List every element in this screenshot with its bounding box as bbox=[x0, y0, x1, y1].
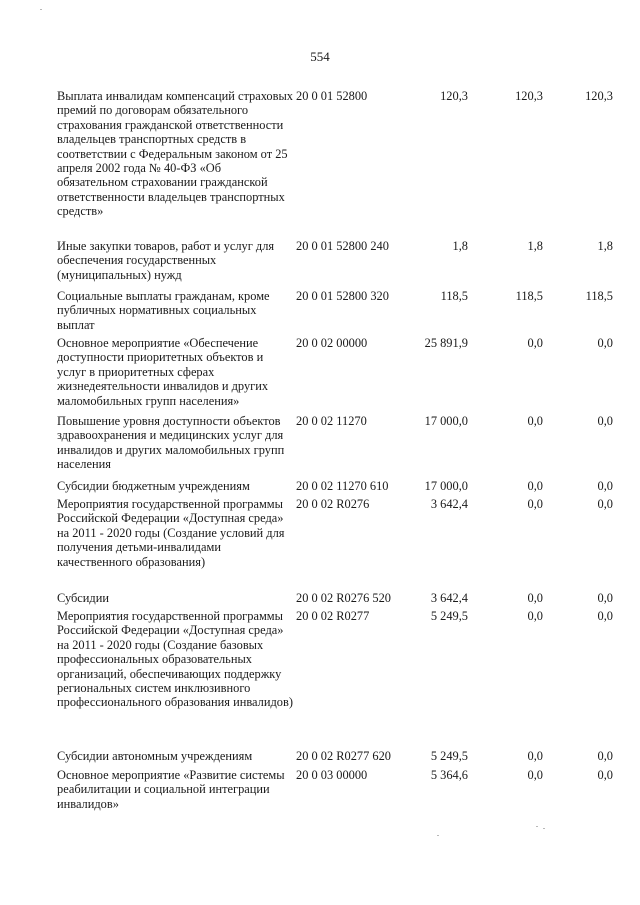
row-code: 20 0 01 52800 bbox=[296, 89, 368, 103]
row-value-3: 0,0 bbox=[597, 497, 613, 511]
row-value-2: 1,8 bbox=[527, 239, 543, 253]
row-value-3: 0,0 bbox=[597, 479, 613, 493]
row-value-2: 0,0 bbox=[527, 336, 543, 350]
row-value-3: 0,0 bbox=[597, 609, 613, 623]
row-value-2: 0,0 bbox=[527, 479, 543, 493]
row-value-1: 5 249,5 bbox=[430, 749, 468, 763]
row-code: 20 0 01 52800 240 bbox=[296, 239, 389, 253]
row-name: Мероприятия государственной программы Российской Федерации «Доступная среда» на 2011 - 2020 годы (Создание условий для получения детьми-инвалидами качественного образования) bbox=[57, 497, 285, 569]
row-value-3: 0,0 bbox=[597, 591, 613, 605]
row-code: 20 0 01 52800 320 bbox=[296, 289, 389, 303]
row-value-2: 0,0 bbox=[527, 591, 543, 605]
row-value-1: 1,8 bbox=[452, 239, 468, 253]
row-value-1: 25 891,9 bbox=[424, 336, 468, 350]
table-row bbox=[0, 497, 640, 591]
row-value-1: 17 000,0 bbox=[424, 414, 468, 428]
table-row bbox=[0, 749, 640, 768]
row-value-1: 5 249,5 bbox=[430, 609, 468, 623]
table-row bbox=[0, 768, 640, 818]
row-value-3: 0,0 bbox=[597, 749, 613, 763]
row-name: Субсидии бюджетным учреждениям bbox=[57, 479, 250, 493]
row-code: 20 0 02 11270 bbox=[296, 414, 367, 428]
scan-speck bbox=[40, 9, 42, 10]
row-value-1: 120,3 bbox=[440, 89, 468, 103]
row-value-1: 118,5 bbox=[440, 289, 468, 303]
row-value-2: 0,0 bbox=[527, 609, 543, 623]
row-code: 20 0 02 R0276 520 bbox=[296, 591, 391, 605]
row-code: 20 0 02 11270 610 bbox=[296, 479, 389, 493]
row-value-2: 0,0 bbox=[527, 768, 543, 782]
table-row bbox=[0, 289, 640, 336]
row-name: Социальные выплаты гражданам, кроме публичных нормативных социальных выплат bbox=[57, 289, 270, 332]
table-row bbox=[0, 414, 640, 479]
row-name: Субсидии bbox=[57, 591, 109, 605]
row-value-2: 0,0 bbox=[527, 749, 543, 763]
scan-speck bbox=[437, 835, 439, 836]
row-value-3: 118,5 bbox=[585, 289, 613, 303]
page-number: 554 bbox=[310, 49, 330, 64]
row-value-3: 0,0 bbox=[597, 336, 613, 350]
row-code: 20 0 02 R0277 bbox=[296, 609, 370, 623]
row-code: 20 0 03 00000 bbox=[296, 768, 368, 782]
table-row bbox=[0, 479, 640, 497]
scan-speck bbox=[536, 826, 538, 827]
row-value-1: 3 642,4 bbox=[430, 497, 468, 511]
table-row bbox=[0, 591, 640, 609]
row-value-1: 17 000,0 bbox=[424, 479, 468, 493]
row-name: Иные закупки товаров, работ и услуг для обеспечения государственных (муниципальных) нужд bbox=[57, 239, 275, 282]
row-name: Мероприятия государственной программы Российской Федерации «Доступная среда» на 2011 - 2020 годы (Создание базовых профессиональных образовательных организаций, обеспечивающих поддержку региональных систем инклюзивного профессионального образования инвалидов) bbox=[57, 609, 293, 710]
row-code: 20 0 02 R0276 bbox=[296, 497, 370, 511]
table-row bbox=[0, 89, 640, 239]
row-value-3: 120,3 bbox=[585, 89, 613, 103]
budget-table bbox=[0, 89, 640, 818]
table-row bbox=[0, 609, 640, 749]
row-value-3: 1,8 bbox=[597, 239, 613, 253]
row-value-3: 0,0 bbox=[597, 768, 613, 782]
row-name: Субсидии автономным учреждениям bbox=[57, 749, 253, 763]
row-value-1: 3 642,4 bbox=[430, 591, 468, 605]
table-row bbox=[0, 336, 640, 414]
scan-speck bbox=[543, 828, 545, 829]
row-code: 20 0 02 00000 bbox=[296, 336, 368, 350]
row-name: Основное мероприятие «Обеспечение доступности приоритетных объектов и услуг в приоритетных сферах жизнедеятельности инвалидов и других маломобильных групп населения» bbox=[57, 336, 269, 408]
row-value-2: 0,0 bbox=[527, 497, 543, 511]
row-value-3: 0,0 bbox=[597, 414, 613, 428]
row-name: Основное мероприятие «Развитие системы реабилитации и социальной интеграции инвалидов» bbox=[57, 768, 285, 811]
row-value-2: 120,3 bbox=[515, 89, 543, 103]
row-value-2: 0,0 bbox=[527, 414, 543, 428]
row-name: Повышение уровня доступности объектов здравоохранения и медицинских услуг для инвалидов и других маломобильных групп населения bbox=[57, 414, 285, 472]
row-name: Выплата инвалидам компенсаций страховых премий по договорам обязательного страхования гражданской ответственности владельцев транспортных средств в соответствии с Федеральным законом от 25 апреля 2002 года № 40-ФЗ «Об обязательном страховании гражданской ответственности владельцев транспортных средств» bbox=[57, 89, 294, 219]
row-value-2: 118,5 bbox=[515, 289, 543, 303]
table-row bbox=[0, 239, 640, 289]
row-value-1: 5 364,6 bbox=[430, 768, 468, 782]
row-code: 20 0 02 R0277 620 bbox=[296, 749, 391, 763]
